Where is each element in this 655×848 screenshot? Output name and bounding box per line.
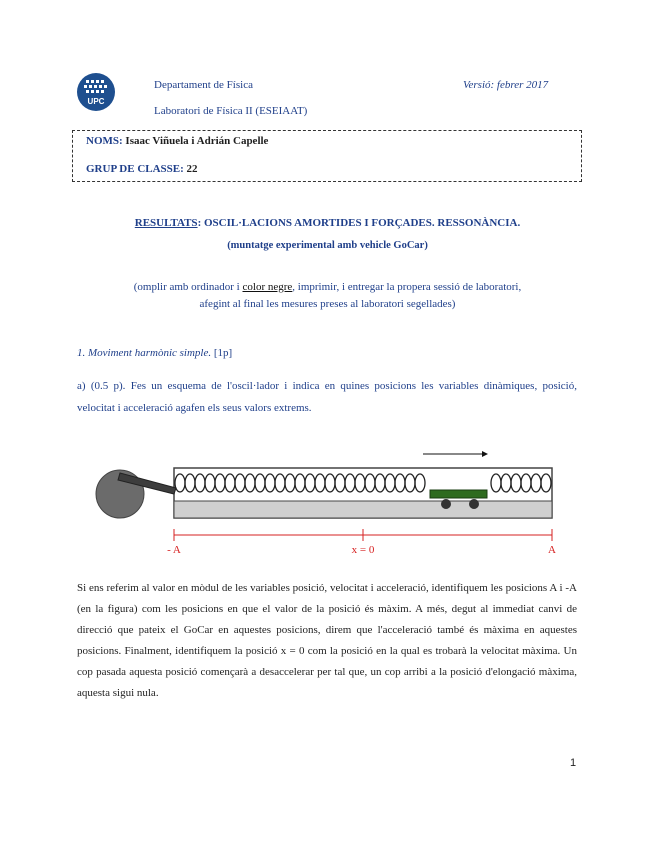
- group-value: 22: [186, 163, 198, 175]
- version-label: Versió: febrer 2017: [463, 79, 549, 91]
- question-a: a) (0.5 p). Fes un esquema de l'oscil·lador i indica en quines posicions les variables dinàmiques, posició, velocitat i acceleració agafen els seus valors extrems.: [77, 380, 577, 414]
- upc-logo: [77, 73, 115, 111]
- instructions-line-2: afegint al final les mesures preses al laboratori segellades): [199, 298, 456, 310]
- title-rest: : OSCIL·LACIONS AMORTIDES I FORÇADES. RESSONÀNCIA.: [197, 217, 521, 229]
- logo-text: UPC: [87, 97, 105, 106]
- title-prefix: RESULTATS: [134, 217, 198, 229]
- label-minus-a: - A: [167, 544, 181, 556]
- lab-name: Laboratori de Física II (ESEIAAT): [154, 105, 308, 117]
- velocity-arrow: [423, 451, 488, 457]
- group-label: GRUP DE CLASSE:: [86, 163, 184, 175]
- names-label: NOMS:: [86, 135, 123, 147]
- group-line: [86, 163, 198, 175]
- document-title: [0, 217, 655, 229]
- spring-left: [175, 474, 425, 492]
- spring-right: [491, 474, 551, 492]
- label-a: A: [548, 544, 556, 556]
- department-name: Departament de Física: [154, 79, 253, 91]
- section-title: 1. Moviment harmònic simple.: [77, 347, 212, 359]
- page-number: 1: [570, 757, 577, 769]
- section-points: [1p]: [213, 347, 233, 359]
- names-line: [86, 135, 268, 147]
- amplitude-scale: [174, 529, 552, 541]
- section-heading: [77, 347, 232, 359]
- track-rail: [174, 501, 552, 518]
- label-zero: x = 0: [351, 544, 375, 556]
- names-value: Isaac Viñuela i Adrián Capelle: [125, 135, 269, 147]
- oscillator-diagram: [90, 440, 570, 560]
- document-subtitle: (muntatge experimental amb vehicle GoCar): [227, 240, 428, 251]
- instructions: [0, 279, 655, 313]
- answer-paragraph: Si ens referim al valor en mòdul de les variables posició, velocitat i acceleració, identifiquem les posicions A i -A (en la figura) com les posicions en que el valor de la posició és màxim. A més, degut al immediat canvi de direcció que pateix el GoCar en aquestes posicions, direm que l'acceleració també és màxima en aquestes posicions. Finalment, identifiquem la posició x = 0 com la posició en la qual es trobarà la velocitat màxima. Un cop pasada aquesta posició començarà a desaccelerar per tal que, un cop arribi a la posició d'elongació màxima, aquesta sigui nula.: [77, 582, 577, 699]
- instructions-line-1: (omplir amb ordinador i color negre, imprimir, i entregar la propera sessió de laboratori,: [133, 281, 522, 293]
- instructions-underlined: color negre: [242, 281, 293, 293]
